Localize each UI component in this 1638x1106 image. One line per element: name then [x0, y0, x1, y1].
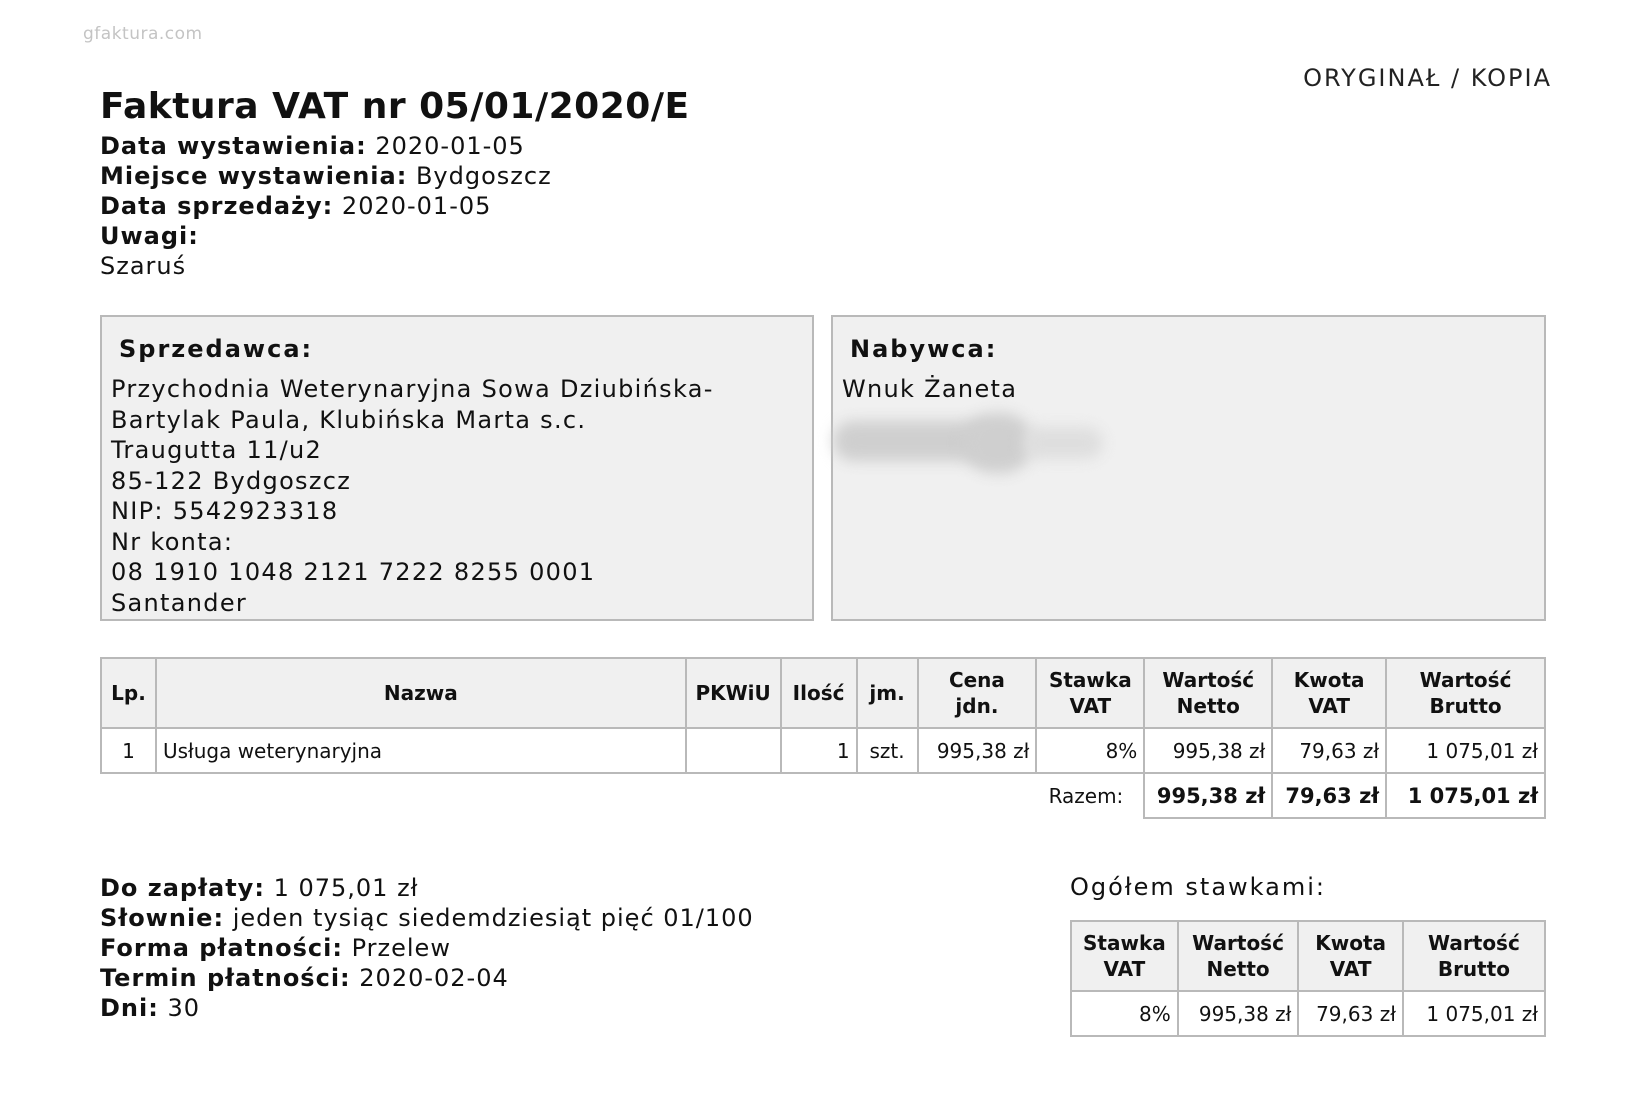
seller-line: Traugutta 11/u2	[111, 436, 323, 464]
cell-vat-amount: 79,63 zł	[1298, 991, 1403, 1036]
issue-date-label: Data wystawienia:	[100, 132, 367, 160]
amount-words-label: Słownie:	[100, 904, 225, 932]
table-row	[1071, 991, 1545, 1036]
cell-netto: 995,38 zł	[1144, 728, 1272, 773]
seller-heading: Sprzedawca:	[119, 335, 314, 363]
sum-label: Razem:	[1048, 784, 1124, 808]
place-line	[100, 161, 552, 191]
place: Bydgoszcz	[415, 162, 552, 190]
col-header: PKWiU	[686, 658, 781, 728]
buyer-name: Wnuk Żaneta	[842, 375, 1018, 403]
original-copy-label: ORYGINAŁ / KOPIA	[1303, 64, 1552, 92]
notes: Szaruś	[100, 252, 187, 280]
col-header: Cena jdn.	[918, 658, 1037, 728]
sum-brutto: 1 075,01 zł	[1386, 773, 1545, 818]
cell-netto: 995,38 zł	[1178, 991, 1299, 1036]
issue-date: 2020-01-05	[375, 132, 525, 160]
col-header: Nazwa	[156, 658, 686, 728]
col-header: Lp.	[101, 658, 156, 728]
col-header: jm.	[857, 658, 918, 728]
cell-name: Usługa weterynaryjna	[156, 728, 686, 773]
place-label: Miejsce wystawienia:	[100, 162, 408, 190]
invoice-title: Faktura VAT nr 05/01/2020/E	[100, 86, 690, 127]
cell-pkwiu	[686, 728, 781, 773]
buyer-heading: Nabywca:	[850, 335, 998, 363]
due-date-label: Termin płatności:	[100, 964, 351, 992]
issue-date-line	[100, 131, 552, 161]
payment-method-line	[100, 933, 754, 963]
col-header: Wartość Brutto	[1386, 658, 1545, 728]
amount-words-line	[100, 903, 754, 933]
cell-vat-rate: 8%	[1036, 728, 1144, 773]
col-header: Stawka VAT	[1036, 658, 1144, 728]
cell-unit: szt.	[857, 728, 918, 773]
col-header: Ilość	[781, 658, 857, 728]
amount-words: jeden tysiąc siedemdziesiąt pięć 01/100	[232, 904, 754, 932]
seller-box	[100, 315, 814, 621]
days: 30	[167, 994, 201, 1022]
sale-date: 2020-01-05	[341, 192, 492, 220]
seller-line: NIP: 5542923318	[111, 497, 339, 525]
cell-brutto: 1 075,01 zł	[1403, 991, 1545, 1036]
items-header-row	[101, 658, 1545, 728]
cell-qty: 1	[781, 728, 857, 773]
sale-date-line	[100, 191, 552, 221]
buyer-box	[831, 315, 1546, 621]
seller-line: Nr konta:	[111, 527, 234, 556]
sum-vat: 79,63 zł	[1272, 773, 1386, 818]
payment-summary	[100, 873, 754, 1023]
due-date-line	[100, 963, 754, 993]
rates-header-row	[1071, 921, 1545, 991]
rates-heading: Ogółem stawkami:	[1070, 873, 1326, 901]
invoice-meta	[100, 131, 552, 281]
sum-netto: 995,38 zł	[1144, 773, 1272, 818]
payment-method-label: Forma płatności:	[100, 934, 343, 962]
notes-line	[100, 221, 552, 251]
col-header: Wartość Netto	[1144, 658, 1272, 728]
cell-vat-amount: 79,63 zł	[1272, 728, 1386, 773]
col-header: Wartość Brutto	[1403, 921, 1545, 991]
seller-line: Santander	[111, 588, 248, 617]
days-label: Dni:	[100, 994, 159, 1022]
amount-due-label: Do zapłaty:	[100, 874, 265, 902]
amount-due-line	[100, 873, 754, 903]
seller-line: 85-122 Bydgoszcz	[111, 466, 352, 495]
amount-due: 1 075,01 zł	[273, 874, 419, 902]
col-header: Stawka VAT	[1071, 921, 1178, 991]
seller-line: Przychodnia Weterynaryjna Sowa Dziubińska-	[111, 375, 714, 403]
seller-line: 08 1910 1048 2121 7222 8255 0001	[111, 558, 596, 586]
cell-vat-rate: 8%	[1071, 991, 1178, 1036]
col-header: Wartość Netto	[1178, 921, 1299, 991]
cell-brutto: 1 075,01 zł	[1386, 728, 1545, 773]
col-header: Kwota VAT	[1272, 658, 1386, 728]
notes-label: Uwagi:	[100, 222, 199, 250]
redacted-address-blur	[833, 413, 1113, 483]
due-date: 2020-02-04	[359, 964, 509, 992]
sum-spacer	[101, 773, 918, 818]
cell-unit-price: 995,38 zł	[918, 728, 1037, 773]
watermark: gfaktura.com	[83, 24, 203, 44]
days-line	[100, 993, 754, 1023]
cell-lp: 1	[101, 728, 156, 773]
buyer-details	[842, 374, 1544, 405]
col-header: Kwota VAT	[1298, 921, 1403, 991]
sum-row	[101, 773, 1545, 818]
seller-details	[111, 374, 812, 618]
table-row	[101, 728, 1545, 773]
rates-table	[1070, 920, 1546, 1037]
payment-method: Przelew	[351, 934, 451, 962]
seller-line: Bartylak Paula, Klubińska Marta s.c.	[111, 405, 587, 434]
items-table	[100, 657, 1546, 819]
sale-date-label: Data sprzedaży:	[100, 192, 334, 220]
